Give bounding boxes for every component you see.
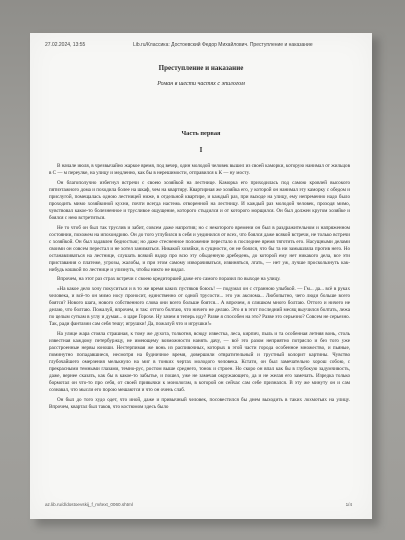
page-number: 1/4 [345,502,352,507]
print-doc-title: Lib.ru/Классика: Достоевский Федор Михайлович. Преступление и наказание [133,42,313,48]
body-text [49,163,350,414]
book-title: Преступление и наказание [158,64,244,72]
paragraph: «На какое дело хочу покуситься и в то же время каких пустяков боюсь! — подумал он с странною улыбкой. — Гм... да... всё в руках человека, и всё-то он мимо носу проносит, единственно от одной трусости... это уж аксиома... Любопытно, чего люди больше всего боятся? Нового шага, нового собственного слова они всего больше боятся... А впрочем, я слишком много болтаю. Оттого и ничего не делаю, что болтаю. Пожалуй, впрочем, и так: оттого болтаю, что ничего не делаю. Это я в этот последний месяц выучился болтать, лежа по целым суткам в углу и думая... о царе Горохе. Ну зачем я теперь иду? Разве я способен на это? Разве это серьезно? Совсем не серьезно. Так, ради фантазии сам себя тешу; игрушки! Да, пожалуй что и игрушки!» [49,286,350,328]
paragraph: Он был до того худо одет, что иной, даже и привычный человек, посовестился бы днем выходить в таких лохмотьях на улицу. Впрочем, квартал был таков, что костюмом здесь было [49,397,350,411]
chapter-heading: I [199,146,203,154]
footer-url: az.lib.ru/d/dostoevskij_f_m/text_0060.shtml [45,502,133,507]
part-heading: Часть первая [181,130,221,137]
print-datetime: 27.02.2024, 13:55 [45,42,86,48]
paragraph: В начале июля, в чрезвычайно жаркое время, под вечер, один молодой человек вышел из своей каморки, которую нанимал от жильцов в С — м переулке, на улицу и медленно, как бы в нерешимости, отправился к К — ну мосту. [49,163,350,177]
paragraph: На улице жара стояла страшная, к тому же духота, толкотня, всюду известка, леса, кирпич, пыль и та особенная летняя вонь, столь известная каждому петербуржцу, не имеющему возможности нанять дачу, — всё это разом неприятно потрясло и без того уже расстроенные нервы юноши. Нестерпимая же вонь из распивочных, которых в этой части города особенное множество, и пьяные, поминутно попадавшиеся, несмотря на будничное время, довершили отвратительный и грустный колорит картины. Чувство глубочайшего омерзения мелькнуло на миг в тонких чертах молодого человека. Кстати, он был замечательно хорош собою, с прекрасными темными глазами, темно-рус, ростом выше среднего, тонок и строен. Но скоро он впал как бы в глубокую задумчивость, даже, вернее сказать, как бы в какое-то забытье, и пошел, уже не замечая окружающего, да и не желая его замечать. Изредка только бормотал он что-то про себя, от своей привычки к монологам, в которой он сейчас сам себе признался. В эту же минуту он и сам сознавал, что мысли его порою мешаются и что он очень слаб. [49,331,350,394]
paragraph: Не то чтоб он был так труслив и забит, совсем даже напротив; но с некоторого времени он был в раздражительном и напряженном состоянии, похожем на ипохондрию. Он до того углубился в себя и уединился от всех, что боялся даже всякой встречи, не только встречи с хозяйкой. Он был задавлен бедностью; но даже стесненное положение перестало в последнее время тяготить его. Насущными делами своими он совсем перестал и не хотел заниматься. Никакой хозяйки, в сущности, он не боялся, что бы та ни замышляла против него. Но останавливаться на лестнице, слушать всякий вздор про всю эту обыденную дребедень, до которой ему нет никакого дела, все эти приставания о платеже, угрозы, жалобы, и при этом самому изворачиваться, извиняться, лгать, — нет уж, лучше проскользнуть как-нибудь кошкой по лестнице и улизнуть, чтобы никто не видал. [49,224,350,273]
paragraph: Впрочем, на этот раз страх встречи с своею кредиторшей даже его самого поразил по выходе на улицу. [57,276,281,283]
printed-page [30,33,372,519]
paragraph: Он благополучно избегнул встречи с своею хозяйкой на лестнице. Каморка его приходилась под самою кровлей высокого пятиэтажного дома и походила более на шкаф, чем на квартиру. Квартирная же хозяйка его, у которой он нанимал эту каморку с обедом и прислугой, помещалась одною лестницей ниже, в отдельной квартире, и каждый раз, при выходе на улицу, ему непременно надо было проходить мимо хозяйкиной кухни, почти всегда настежь отворенной на лестницу. И каждый раз молодой человек, проходя мимо, чувствовал какое-то болезненное и трусливое ощущение, которого стыдился и от которого морщился. Он был должен кругом хозяйке и боялся с нею встретиться. [49,179,350,221]
book-subtitle: Роман в шести частях с эпилогом [157,81,245,87]
